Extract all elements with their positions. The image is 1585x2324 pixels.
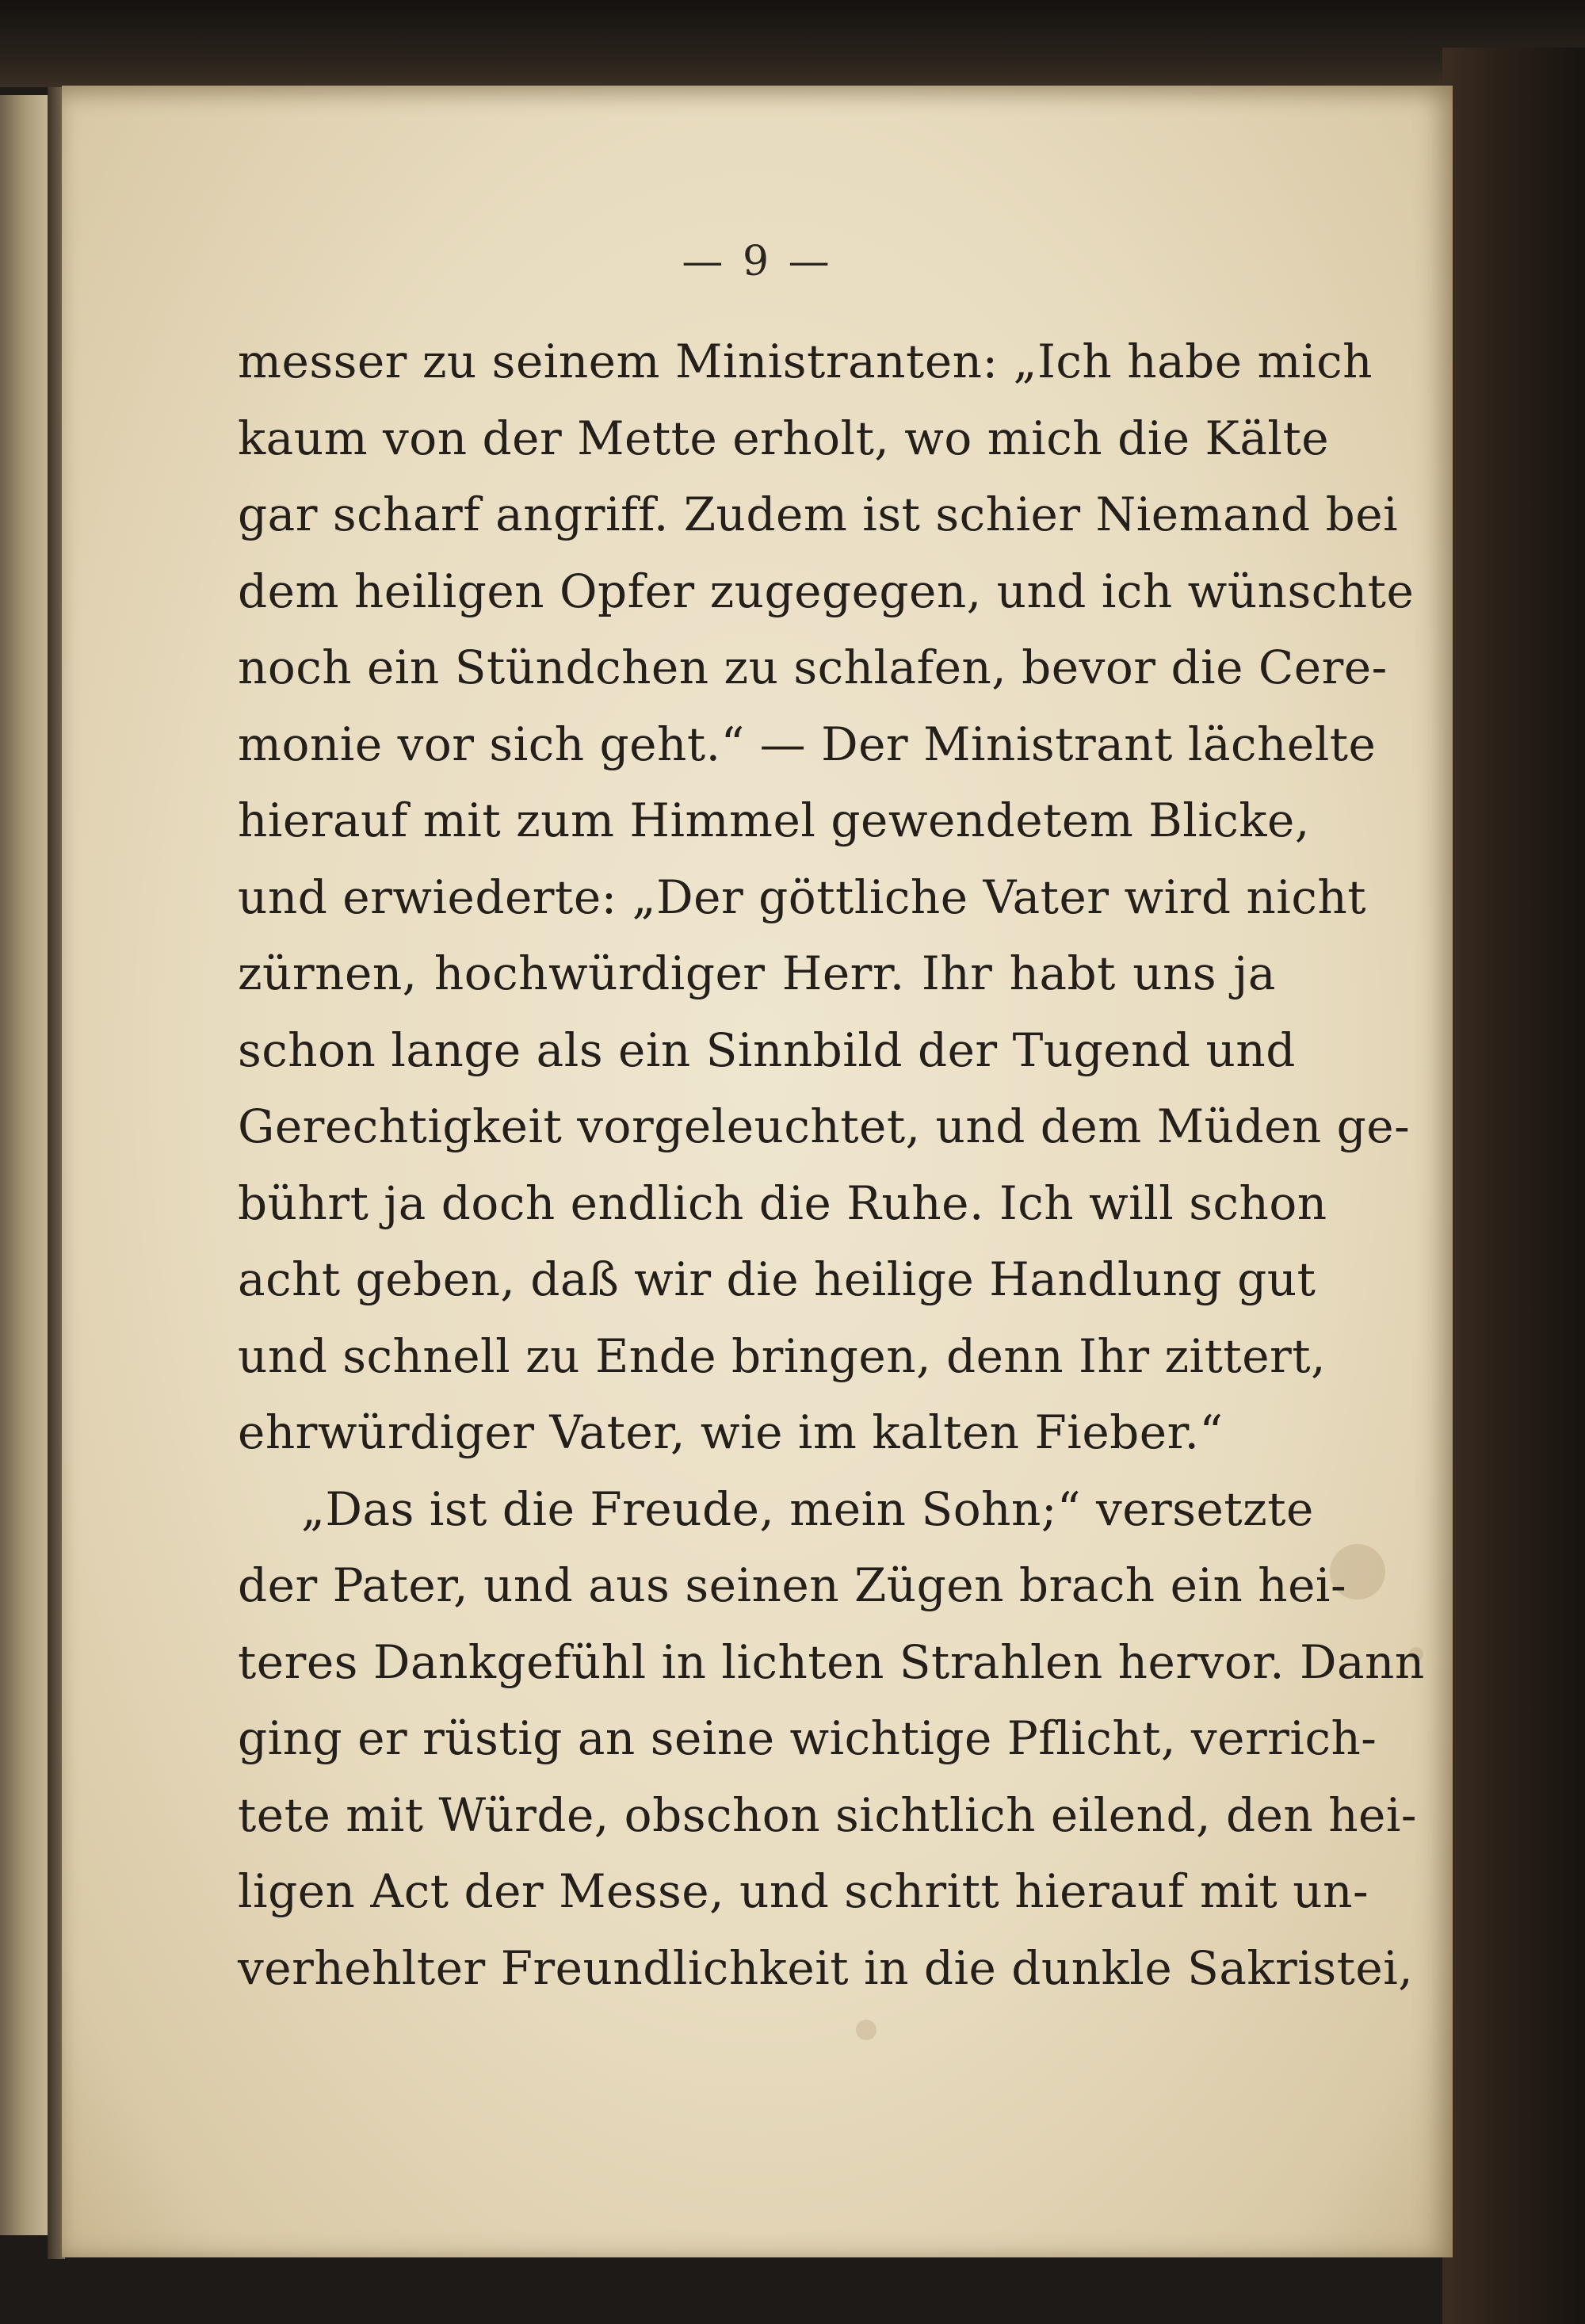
text-line: gar scharf angriff. Zudem ist schier Niemand bei [238,487,1399,541]
paper-stain [856,2020,877,2040]
text-line: zürnen, hochwürdiger Herr. Ihr habt uns ja [238,946,1276,1000]
book-cover-top-edge [0,0,1585,87]
text-line: tete mit Würde, obschon sichtlich eilend, den hei- [238,1787,1418,1842]
text-line: schon lange als ein Sinnbild der Tugend und [238,1022,1296,1077]
text-line: messer zu seinem Ministranten: „Ich habe mich [238,334,1373,388]
text-line: dem heiligen Opfer zugegegen, und ich wünschte [238,564,1415,618]
text-line: ligen Act der Messe, und schritt hierauf mit un- [238,1864,1369,1918]
text-line: und erwiederte: „Der göttliche Vater wird nicht [238,870,1366,924]
text-line: monie vor sich geht.“ — Der Ministrant lächelte [238,717,1377,771]
text-line: der Pater, und aus seinen Zügen brach ein hei- [238,1558,1347,1612]
text-line: hierauf mit zum Himmel gewendetem Blicke, [238,793,1310,847]
page-number: — 9 — [682,238,833,285]
body-text [238,323,1425,2006]
text-line: ehrwürdiger Vater, wie im kalten Fieber.“ [238,1405,1224,1459]
text-line: verhehlter Freundlichkeit in die dunkle Sakristei, [238,1940,1414,1995]
text-line: teres Dankgefühl in lichten Strahlen hervor. Dann [238,1634,1425,1689]
text-line: ging er rüstig an seine wichtige Pflicht, verrich- [238,1711,1377,1765]
text-line: Gerechtigkeit vorgeleuchtet, und dem Müden ge- [238,1099,1411,1153]
text-line: „Das ist die Freude, mein Sohn;“ versetzte [301,1481,1314,1536]
text-line: bührt ja doch endlich die Ruhe. Ich will schon [238,1175,1327,1230]
text-line: noch ein Stündchen zu schlafen, bevor die Cere- [238,640,1388,694]
book-cover-right-edge [1442,48,1585,2324]
text-line: acht geben, daß wir die heilige Handlung gut [238,1252,1316,1306]
book-page [62,86,1453,2257]
text-line: kaum von der Mette erholt, wo mich die Kälte [238,411,1330,465]
text-line: und schnell zu Ende bringen, denn Ihr zittert, [238,1328,1327,1383]
